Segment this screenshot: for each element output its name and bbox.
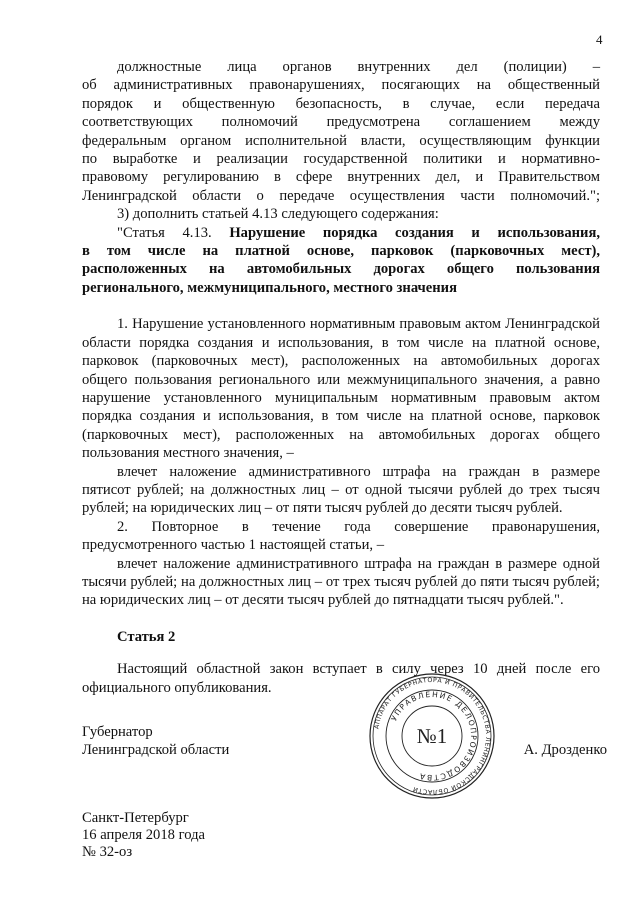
text-line: 2. Повторное в течение года совершение правонарушения, [117,518,600,535]
text-line: 1. Нарушение установленного нормативным правовым актом Ленинградской [117,316,600,333]
seal-number: №1 [416,724,448,748]
article-4-13-heading [82,224,600,298]
signature-block [82,723,607,763]
text-line: расположенных на автомобильных дорогах общего пользования [82,261,600,278]
footer-date: 16 апреля 2018 года [82,827,205,843]
text-line: порядка создания и использования, в том числе на платной основе, парковок [82,408,600,425]
text-line: Настоящий областной закон вступает в силу через 10 дней после его [117,661,600,678]
document-footer [82,810,205,861]
text-line: тысячи рублей; на должностных лиц – от трех тысяч рублей до пяти тысяч рублей; [82,573,600,590]
text-line: в том числе на платной основе, парковок (парковочных мест), [82,243,600,260]
text-line: рублей; на юридических лиц – от пяти тысяч рублей до десяти тысяч рублей. [82,500,563,517]
paragraph-police-authority [82,58,600,205]
text-line: правовому регулированию в сфере внутренних дел, и Правительством [82,169,600,186]
article-4-13-title: Нарушение порядка создания и использования, [229,224,600,241]
part-1 [82,315,600,462]
text-line: должностные лица органов внутренних дел (полиции) – [117,59,600,75]
document-body [82,58,600,697]
article-2-heading: Статья 2 [117,628,176,645]
seal-outer-text: АППАРАТ ГУБЕРНАТОРА И ПРАВИТЕЛЬСТВА ЛЕНИНГРАДСКОЙ ОБЛАСТИ [373,676,492,796]
governor-title: Губернатор [82,724,153,740]
part-2 [82,518,600,555]
item-3: 3) дополнить статьей 4.13 следующего содержания: [117,206,439,223]
text-line: об административных правонарушениях, посягающих на общественный [82,77,600,94]
text-line: официального опубликования. [82,679,272,696]
article-2-text [82,660,600,697]
text-line: области порядка создания и использования, в том числе на платной основе, [82,334,600,351]
penalty-2 [82,555,600,610]
text-line: влечет наложение административного штрафа на граждан в размере одной [117,555,600,572]
text-line: влечет наложение административного штрафа на граждан в размере [117,463,600,480]
footer-city: Санкт-Петербург [82,810,189,826]
text-line: порядок и общественную безопасность, в случае, если передача [82,95,600,112]
text-line: нарушение установленного муниципальным нормативным правовым актом [82,389,600,406]
footer-law-number: № 32-оз [82,844,133,860]
article-4-13-number: "Статья 4.13. [117,224,212,241]
penalty-1 [82,463,600,518]
text-line: регионального, межмуниципального, местного значения [82,279,457,296]
text-line: федеральным органом исполнительной власти, осуществляющим функции [82,132,600,149]
text-line: пятисот рублей; на должностных лиц – от одной тысячи рублей до трех тысяч [82,481,600,498]
governor-name: А. Дрозденко [523,742,607,758]
text-line: пользования местного значения, – [82,445,294,462]
text-line: Ленинградской области о передаче осуществления части полномочий."; [82,187,600,204]
text-line: по выработке и реализации государственной политики и нормативно- [82,151,600,168]
text-line: общего пользования регионального или межмуниципального значения, а равно [82,371,600,388]
text-line: предусмотренного частью 1 настоящей статьи, – [82,537,384,554]
text-line: соответствующих полномочий предусмотрена соглашением между [82,114,600,131]
governor-region: Ленинградской области [82,742,230,759]
text-line: (парковочных мест), расположенных на автомобильных дорогах общего [82,426,600,443]
text-line: на юридических лиц – от десяти тысяч рублей до пятнадцати тысяч рублей.". [82,592,564,609]
page-number: 4 [596,32,603,47]
article-4-13-first-line [82,224,600,242]
seal-inner-text: УПРАВЛЕНИЕ ДЕЛОПРОИЗВОДСТВА [389,689,479,783]
text-line: парковок (парковочных мест), расположенных на автомобильных дорогах [82,353,600,370]
